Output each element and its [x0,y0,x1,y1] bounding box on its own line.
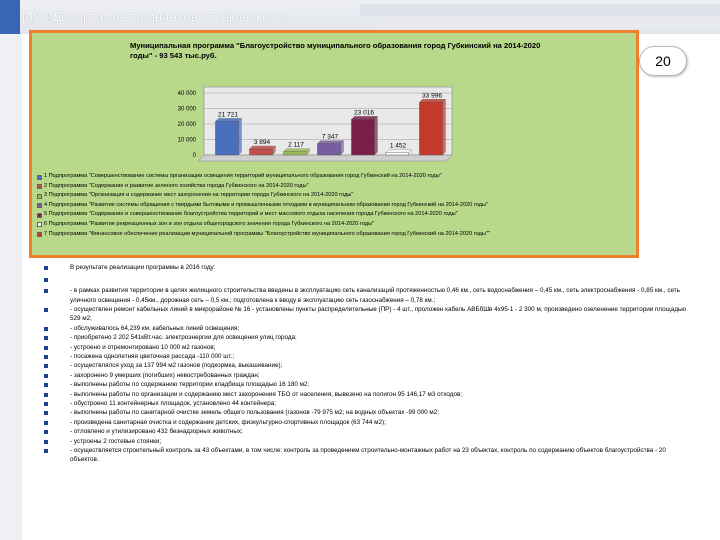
list-item-text: - выполнены работы по организации и содержанию мест захоронения ТБО от населения, вывезено на полигон 95 146,17 м3 отходов; [70,390,463,398]
legend-label: 4 Подпрограмма "Развитие системы обращения с твердыми бытовыми и промышленными отходами в муниципальном образовании город Губкинский на 2014-2020 годы" [44,201,489,208]
bar [317,144,340,155]
bullet-square-icon [44,336,48,340]
bar-value-label: 23 016 [354,109,374,117]
bar-side [443,99,446,155]
bullet-square-icon [44,355,48,359]
legend-label: 2 Подпрограмма "Содержание и развитие зеленого хозяйства города Губкинского на 2014-2020 годы" [44,182,309,189]
bullet-square-icon [44,308,48,312]
list-item [44,408,694,417]
y-tick-label: 10 000 [177,137,196,144]
bullet-square-icon [44,364,48,368]
y-tick-label: 0 [192,153,196,159]
bar [283,152,306,155]
list-item [44,418,694,427]
legend-entry [35,172,635,182]
list-item-text: - устроено и отремонтировано 10 000 м2 газонов; [70,343,216,351]
bullet-square-icon [44,393,48,397]
bullet-square-icon [44,402,48,406]
bar-value-label: 21 721 [218,111,238,119]
bar-value-label: 1 452 [389,142,407,150]
header-band [0,0,720,34]
legend-label: 6 Подпрограмма "Развитие рекреационных зон и зон отдыха общегородского значения города Губкинского на 2014-2020 годы" [44,220,375,227]
list-item-text: - обслуживалось 64,239 км. кабельных линий освещения; [70,324,240,332]
list-item [44,263,694,272]
header-decor-bar [380,20,720,28]
bar-top [215,118,241,121]
list-item [44,390,694,399]
legend-label: 5 Подпрограмма "Содержание и совершенствование благоустройства территорий и мест массового отдыха населения города Губкинского на 2014-2020 годы" [44,211,458,218]
list-item [44,324,694,333]
bar-value-label: 2 117 [288,141,304,149]
list-item-text: - произведена санитарная очистка и содержание детских, физкультурно-спортивных площадок (63 744 м2); [70,418,386,426]
list-item [44,305,694,324]
chart-legend [35,172,635,239]
bar-top [419,99,445,102]
bar-top [283,149,309,152]
bullet-square-icon [44,278,48,282]
legend-swatch [37,194,42,199]
header-title: МУ «Департамент финансов г.Губкинского» [22,9,289,24]
bullet-square-icon [44,289,48,293]
legend-swatch [37,184,42,189]
bar-top [249,146,275,149]
list-item [44,361,694,370]
list-item [44,275,694,284]
list-item-text: - в рамках развития территории в целях жилищного строительства введены в эксплуатацию сеть канализаций протяженностью 0,46 км., сеть водоснабжения – 0,45 км., сеть электроснабжения - 0,85 км., сеть уличного освещения - 0,45км., дорожная сеть – 0,5 км.; подготовлена к вводу в эксплуатацию сеть газоснабжения – 0,78 км.; [70,287,680,304]
list-item-text: - выполнены работы по санитарной очистке земель общего пользования (газонов -79 975 м2; на водных объектах -99 000 м2; [70,409,439,417]
bullet-square-icon [44,440,48,444]
list-item-text: - устроены 2 гостевые стоянки; [70,437,162,445]
legend-entry [35,191,635,201]
bullet-square-icon [44,346,48,350]
list-item-text: - отловлено и утилизировано 432 безнадзорных животных; [70,428,243,436]
bar-top [385,150,411,153]
y-tick-label: 40 000 [177,91,196,97]
bullet-square-icon [44,411,48,415]
bar-side [375,116,378,155]
bar-top [317,141,343,144]
legend-entry [35,210,635,220]
list-item [44,399,694,408]
legend-label: 1 Подпрограмма "Совершенствование системы организации освещения территорий муниципального образования город Губкинский на 2014-2020 годы" [44,173,442,179]
bar [351,119,374,155]
legend-label: 7 Подпрограмма "Финансовое обеспечение реализации муниципальной программы "Благоустройство муниципального образования город Губкинский на 2014-2020 годы"" [44,230,490,237]
bullet-square-icon [44,383,48,387]
y-tick-label: 30 000 [177,106,196,113]
bar [419,102,442,155]
bar-top [351,116,377,119]
bar [249,149,272,155]
list-item [44,437,694,446]
list-item [44,343,694,352]
bar-value-label: 33 996 [422,92,442,100]
list-item [44,427,694,436]
legend-entry [35,182,635,192]
list-item-text: - осуществлялся уход за 137 994 м2 газонов (подкормка, выкашивание); [70,362,283,370]
list-item [44,446,694,465]
bullet-square-icon [44,421,48,425]
header-decor-bar [360,4,720,16]
list-item-text: - обустроено 11 контейнерных площадок, установлено 44 контейнера; [70,400,276,408]
legend-entry [35,201,635,211]
results-list [44,263,694,465]
legend-swatch [37,232,42,237]
bar [215,121,238,155]
list-item-text: - осуществлен ремонт кабельных линий в микрорайоне № 16 - установлены пункты распределительные (ПР) - 4 шт., проложен кабель АВБбШв 4х95-1 - 2 300 м, произведено озеленение территории площадью 529 м2; [70,305,687,323]
chart-frame [29,30,639,258]
left-decor-strip [0,34,22,540]
bullet-square-icon [44,266,48,270]
y-tick-label: 20 000 [177,122,196,128]
list-item-text: - приобретено 2 202 541кВт.час. электроэнергии для освещения улиц города; [70,334,297,342]
list-item-text: - осуществляется строительный контроль за 43 объектами, в том числе: контроль за проведением строительно-монтажных работ на 23 объектах, контроль по содержанию объектов благоустройства - 20 объектов. [70,447,666,464]
bullet-square-icon [44,449,48,453]
list-item-text: - посажена однолетняя цветочная рассада -110 000 шт.; [70,353,235,361]
bullet-square-icon [44,430,48,434]
list-item [44,352,694,361]
bar-value-label: 3 894 [253,138,271,146]
list-item-text: - выполнены работы по содержанию территории кладбища площадью 16 180 м2; [70,381,310,389]
list-item [44,286,694,305]
bar [385,153,408,155]
list-item-text: - захоронено 9 умерших (погибших) невостребованных граждан; [70,371,260,379]
legend-entry [35,230,635,240]
plot-floor [198,155,452,161]
legend-swatch [37,222,42,227]
bar-side [239,118,242,155]
bar-value-label: 7 347 [321,133,339,141]
header-accent [0,0,20,34]
list-item [44,380,694,389]
bar-chart [36,69,456,171]
legend-swatch [37,213,42,218]
bullet-square-icon [44,374,48,378]
list-item [44,371,694,380]
legend-swatch [37,203,42,208]
chart-title: Муниципальная программа "Благоустройство муниципального образования город Губкинский на 2014-2020 годы" - 93 543 тыс.руб. [130,41,541,60]
legend-label: 3 Подпрограмма "Организация и содержание мест захоронения на территории города Губкинского на 2014-2020 годы" [44,192,354,199]
list-item-text: В результате реализации программы в 2016 году: [70,264,216,271]
slide-number: 20 [639,46,687,76]
legend-swatch [37,175,42,180]
bullet-square-icon [44,327,48,331]
legend-entry [35,220,635,230]
list-item [44,333,694,342]
